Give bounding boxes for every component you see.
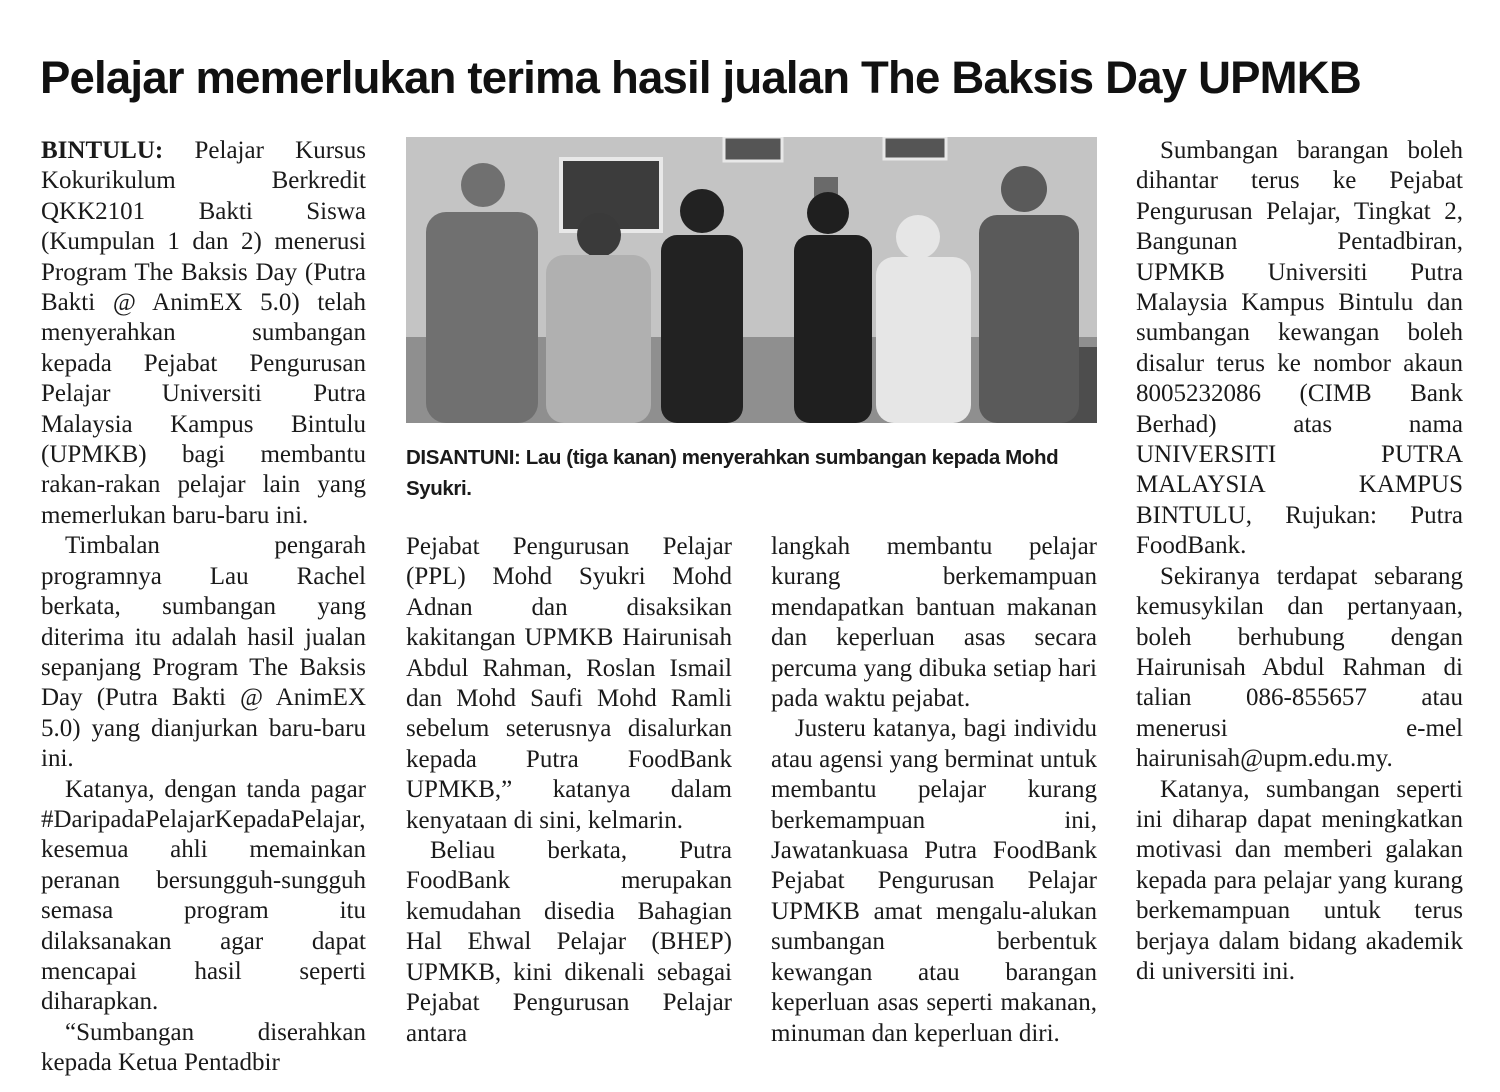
article-paragraph: Sumbangan barangan boleh dihantar terus ke Pejabat Pengurusan Pelajar, Tingkat 2, Bangunan Pentadbiran, UPMKB Universiti Putra Malaysia Kampus Bintulu dan sumbangan kewangan boleh disalur terus ke nombor akaun 8005232086 (CIMB Bank Berhad) atas nama UNIVERSITI PUTRA MALAYSIA KAMPUS BINTULU, Rujukan: Putra FoodBank. <box>1136 137 1463 560</box>
article-headline: Pelajar memerlukan terima hasil jualan The Baksis Day UPMKB <box>40 52 1361 103</box>
dateline: BINTULU: <box>41 137 164 164</box>
paragraph-text: Pelajar Kursus Kokurikulum Berkredit QKK2101 Bakti Siswa (Kumpulan 1 dan 2) menerusi Program The Baksis Day (Putra Bakti @ AnimEX 5.0) telah menyerahkan sumbangan kepada Pejabat Pengurusan Pelajar Universiti Putra Malaysia Kampus Bintulu (UPMKB) bagi membantu rakan-rakan pelajar lain yang memerlukan baru-baru ini. <box>41 137 366 529</box>
article-column-2 <box>406 532 732 1049</box>
article-paragraph: Katanya, sumbangan seperti ini diharap dapat meningkatkan motivasi dan memberi galakan kepada para pelajar yang kurang berkemampuan untuk terus berjaya dalam bidang akademik di universiti ini. <box>1136 775 1463 985</box>
article-paragraph <box>41 136 366 531</box>
article-column-1 <box>41 136 366 1079</box>
photo-image <box>406 137 1097 423</box>
article-paragraph: Timbalan pengarah programnya Lau Rachel berkata, sumbangan yang diterima itu adalah hasil jualan sepanjang Program The Baksis Day (Putra Bakti @ AnimEX 5.0) yang dianjurkan baru-baru ini. <box>41 532 366 773</box>
article-paragraph: Justeru katanya, bagi individu atau agensi yang berminat untuk membantu pelajar kurang berkemampuan ini, Jawatankuasa Putra FoodBank Pejabat Pengurusan Pelajar UPMKB amat mengalu-alukan sumbangan berbentuk kewangan atau barangan keperluan asas seperti makanan, minuman dan keperluan diri. <box>771 715 1097 1047</box>
article-paragraph: langkah membantu pelajar kurang berkemampuan mendapatkan bantuan makanan dan keperluan asas secara percuma yang dibuka setiap hari pada waktu pejabat. <box>771 533 1097 713</box>
article-paragraph: Beliau berkata, Putra FoodBank merupakan kemudahan disedia Bahagian Hal Ehwal Pelajar (BHEP) UPMKB, kini dikenali sebagai Pejabat Pengurusan Pelajar antara <box>406 837 732 1047</box>
article-paragraph: “Sumbangan diserahkan kepada Ketua Pentadbir <box>41 1018 366 1077</box>
article-column-4 <box>1136 136 1463 987</box>
article-paragraph: Sekiranya terdapat sebarang kemusykilan dan pertanyaan, boleh berhubung dengan Hairunisah Abdul Rahman di talian 086-855657 atau menerusi e-mel hairunisah@upm.edu.my. <box>1136 562 1463 773</box>
article-paragraph: Katanya, dengan tanda pagar #DaripadaPelajarKepadaPelajar, kesemua ahli memainkan peranan bersungguh-sungguh semasa program itu dilaksanakan agar dapat mencapai hasil seperti diharapkan. <box>41 775 366 1016</box>
article-paragraph: Pejabat Pengurusan Pelajar (PPL) Mohd Syukri Mohd Adnan dan disaksikan kakitangan UPMKB Hairunisah Abdul Rahman, Roslan Ismail dan Mohd Saufi Mohd Ramli sebelum seterusnya disalurkan kepada Putra FoodBank UPMKB,” katanya dalam kenyataan di sini, kelmarin. <box>406 533 732 834</box>
photo-caption: DISANTUNI: Lau (tiga kanan) menyerahkan sumbangan kepada Mohd Syukri. <box>406 446 1059 500</box>
news-photo <box>406 137 1097 423</box>
article-column-3 <box>771 532 1097 1049</box>
